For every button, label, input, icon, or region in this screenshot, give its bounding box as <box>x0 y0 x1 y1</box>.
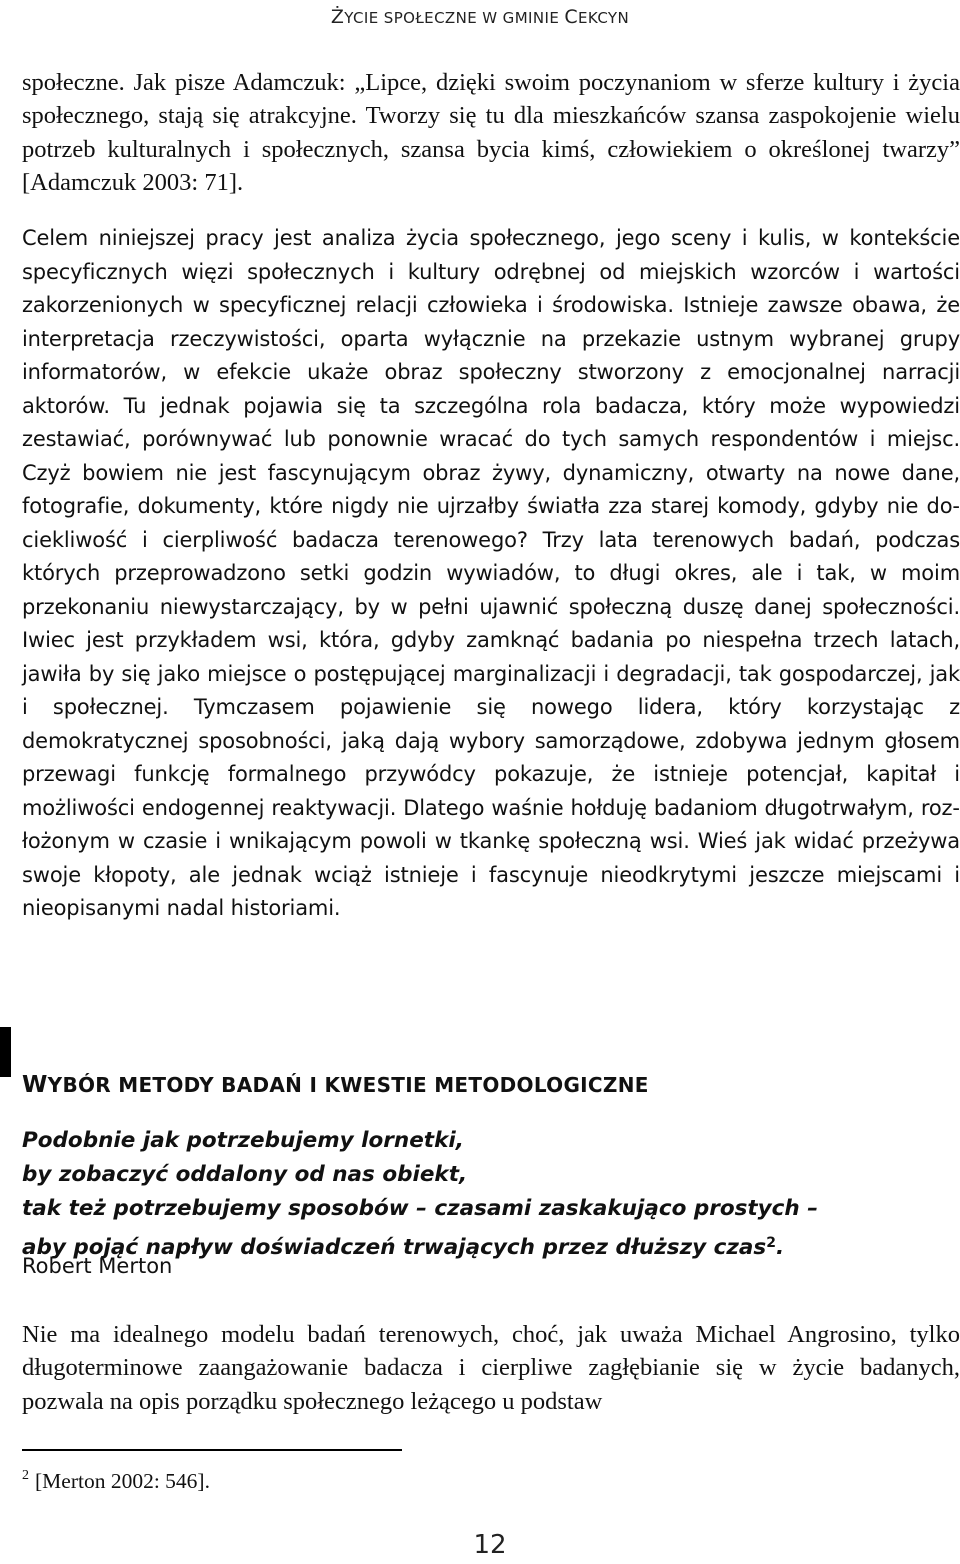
running-header <box>0 6 960 28</box>
epigraph-line: tak też potrzebujemy sposobów – czasami zaskakująco prostych – <box>22 1196 818 1221</box>
epigraph-line: Podobnie jak potrzebujemy lornetki, <box>22 1128 464 1153</box>
footnote-number: 2 <box>22 1468 29 1483</box>
paragraph-field-research: Nie ma idealnego modelu badań terenowych, choć, jak uważa Michael Angrosino, tylko długoterminowe zaangażowanie badacza i cierpliwe zagłębianie się w życie badanych, pozwala na opis porządku społecznego leżącego u podstaw <box>22 1321 960 1415</box>
footnote <box>22 1461 210 1496</box>
header-part: EKCYN <box>578 9 630 27</box>
footnote-separator <box>22 1449 402 1451</box>
page-number: 12 <box>473 1530 507 1560</box>
header-part: YCIE SPOŁECZNE W GMINIE <box>344 9 565 27</box>
epigraph-end: . <box>775 1235 785 1260</box>
footnote-reference[interactable]: 2 <box>766 1235 776 1251</box>
footnote-text: [Merton 2002: 546]. <box>35 1469 210 1493</box>
epigraph-author: Robert Merton <box>22 1254 173 1278</box>
header-part: Ż <box>330 6 345 28</box>
epigraph-line: by zobaczyć oddalony od nas obiekt, <box>22 1162 468 1187</box>
paragraph-continuation: społeczne. Jak pisze Adamczuk: „Lipce, dzięki swoim poczynaniom w sferze kultury i życia społecznego, stają się atrakcyjne. Tworzy się tu dla mieszkańców szansa zaspokojenie wielu potrzeb kulturalnych i społecznych, szansa bycia kimś, człowiekiem o określonej twarzy” [Adamczuk 2003: 71]. <box>22 69 960 197</box>
section-heading <box>22 1072 649 1098</box>
section-heading-rest: YBÓR METODY BADAŃ I KWESTIE METODOLOGICZNE <box>47 1073 649 1097</box>
section-marker-bar <box>0 1027 11 1077</box>
paragraph-research-aim: Celem niniejszej pracy jest analiza życia społecznego, jego sceny i kulis, w kontekście specyficznych więzi społecznych i kultury odrębnej od miejskich wzorców i wartości zakorzenionych w specyficznej relacji człowieka i środowiska. Istnieje zawsze obawa, że interpretacja rzeczywistości, oparta wyłącznie na przekazie ustnym wybranej grupy informatorów, w efekcie ukaże obraz społeczny stworzony z emocjonalnej narracji aktorów. Tu jednak pojawia się ta szczególna rola badacza, który może wypowiedzi zestawiać, porównywać lub ponownie wracać do tych samych respondentów i miejsc. Czyż bowiem nie jest fascynującym obraz żywy, dynamiczny, otwarty na nowe dane, fotografie, dokumenty, które nigdy nie ujrzałby światła zza starej komody, gdyby nie dociekliwość i cierpliwość badacza terenowego? Trzy lata terenowych badań, podczas których przeprowadzono setki godzin wywiadów, to długi okres, ale i tak, w moim przekonaniu niewystarczający, by w pełni ujawnić społeczną duszę danej społeczności. Iwiec jest przykładem wsi, która, gdyby zamknąć badania po niespełna trzech latach, jawiła by się jako miejsce o postępującej marginalizacji i degradacji, tak gospodarczej, jak i społecznej. Tymczasem pojawienie się nowego lidera, który korzystając z demokratycznej sposobności, jaką dają wybory samorządowe, zdobywa jednym głosem przewagi funkcję formalnego przywódcy pokazuje, że istnieje potencjał, kapitał i możliwości endogennej reaktywacji. Dlatego waśnie hołduję badaniom długotrwałym, rozłożonym w czasie i wnikającym powoli w tkankę społeczną wsi. Wieś jak widać przeżywa swoje kłopoty, ale jednak wciąż istnieje i fascynuje nieodkrytymi jeszcze miejscami i nieopisanymi nadal historiami. <box>22 226 960 920</box>
section-heading-initial: W <box>22 1072 48 1098</box>
epigraph <box>22 1124 942 1265</box>
epigraph-line: aby pojąć napływ doświadczeń trwających przez dłuższy czas <box>22 1235 767 1260</box>
header-part: C <box>564 6 579 28</box>
